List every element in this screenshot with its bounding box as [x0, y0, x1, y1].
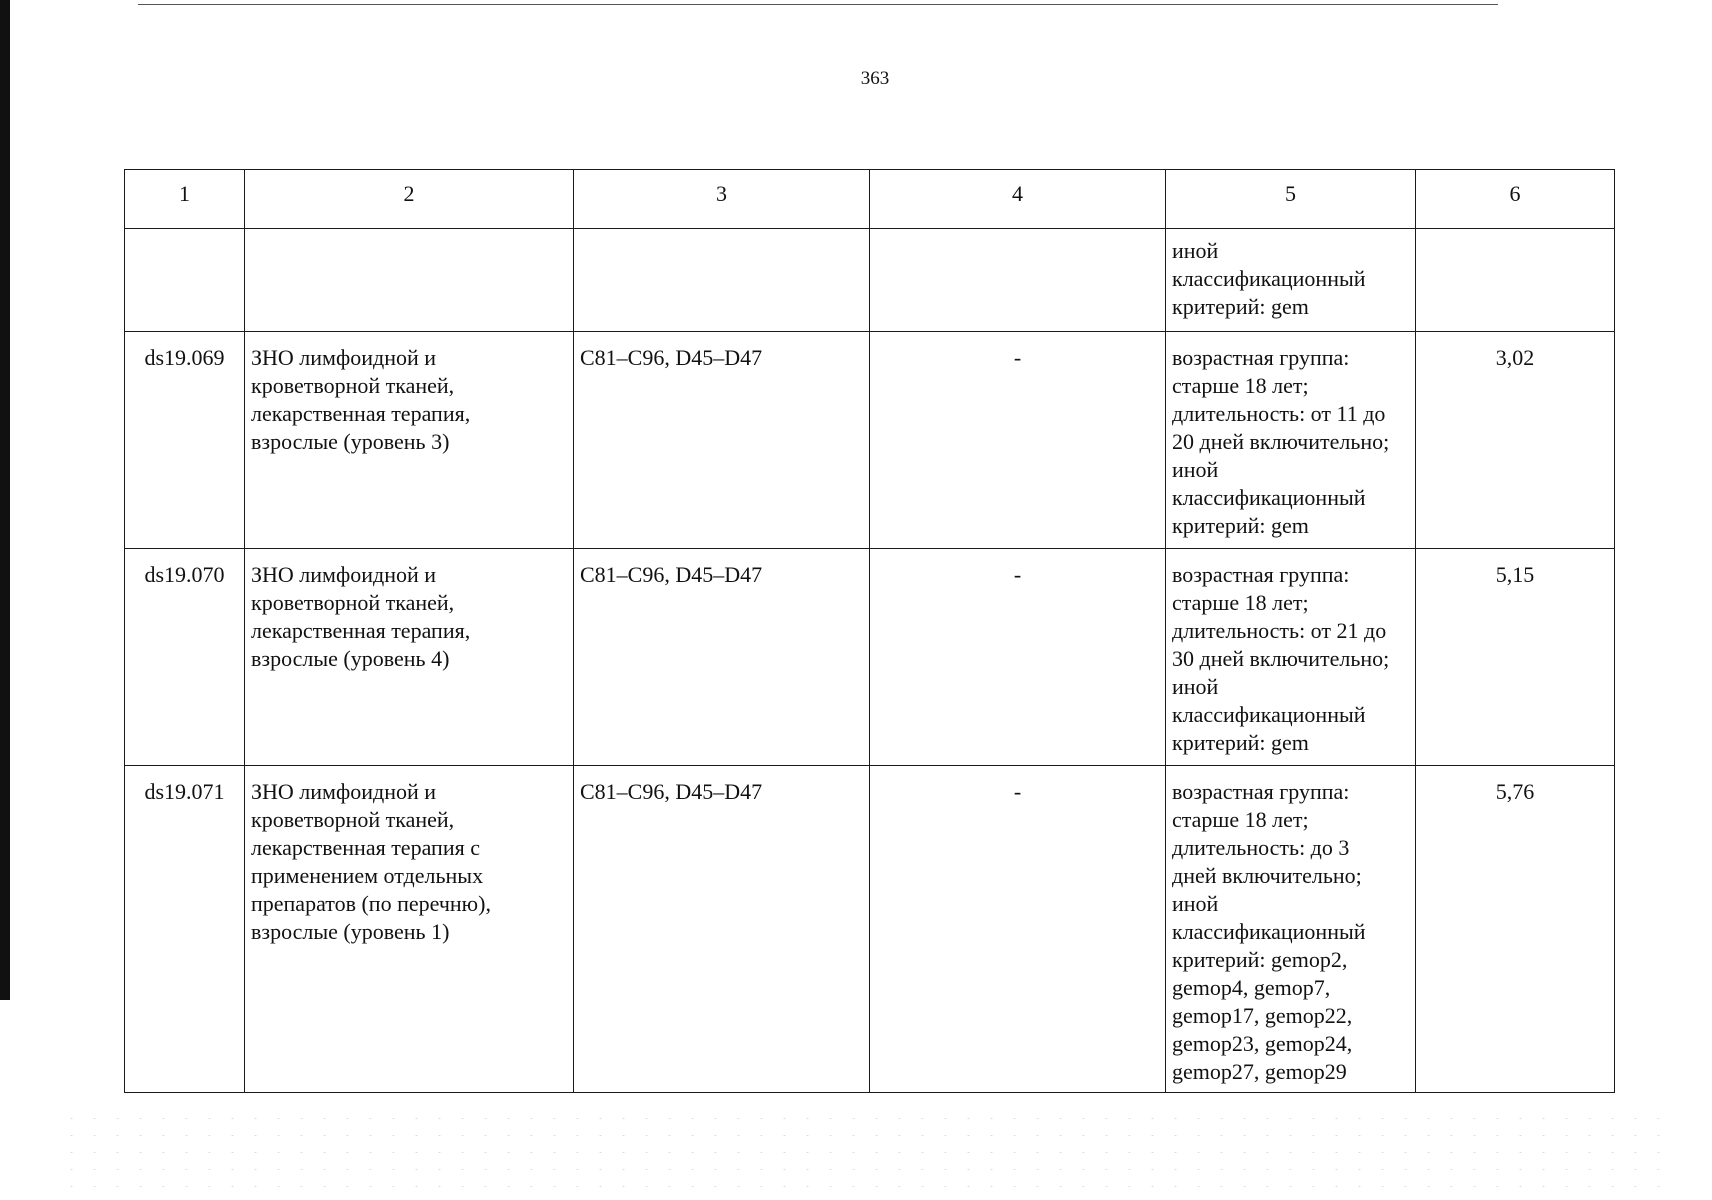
- cell-criteria: возрастная группа: старше 18 лет; длительность: от 21 до 30 дней включительно; иной классификационный критерий: gem: [1166, 549, 1416, 766]
- header-col-1: 1: [125, 170, 245, 229]
- cell-criteria: возрастная группа: старше 18 лет; длительность: до 3 дней включительно; иной классификационный критерий: gemop2, gemop4, gemop7, gemop17, gemop22, gemop23, gemop24, gemop27, gemop29: [1166, 766, 1416, 1093]
- cell-code: ds19.071: [125, 766, 245, 1093]
- table-row: [125, 332, 1615, 549]
- table-header-row: [125, 170, 1615, 229]
- header-col-3: 3: [574, 170, 870, 229]
- cell-icd: C81–C96, D45–D47: [574, 549, 870, 766]
- cell-service: -: [870, 332, 1166, 549]
- cell-code: ds19.070: [125, 549, 245, 766]
- cell-criteria: возрастная группа: старше 18 лет; длительность: от 11 до 20 дней включительно; иной классификационный критерий: gem: [1166, 332, 1416, 549]
- cell-coefficient: 5,15: [1416, 549, 1615, 766]
- cell-icd: [574, 229, 870, 332]
- header-col-6: 6: [1416, 170, 1615, 229]
- cell-name: ЗНО лимфоидной и кроветворной тканей, лекарственная терапия с применением отдельных препаратов (по перечню), взрослые (уровень 1): [245, 766, 574, 1093]
- header-col-4: 4: [870, 170, 1166, 229]
- cell-icd: C81–C96, D45–D47: [574, 766, 870, 1093]
- table-row: [125, 766, 1615, 1093]
- cell-service: -: [870, 766, 1166, 1093]
- cell-code: [125, 229, 245, 332]
- cell-coefficient: 3,02: [1416, 332, 1615, 549]
- header-col-2: 2: [245, 170, 574, 229]
- scan-left-edge: [0, 0, 10, 1000]
- cell-name: ЗНО лимфоидной и кроветворной тканей, лекарственная терапия, взрослые (уровень 3): [245, 332, 574, 549]
- table-row: [125, 549, 1615, 766]
- tariff-table: [124, 169, 1615, 1093]
- cell-code: ds19.069: [125, 332, 245, 549]
- cell-coefficient: 5,76: [1416, 766, 1615, 1093]
- cell-service: -: [870, 549, 1166, 766]
- page-number: 363: [860, 68, 890, 89]
- cell-criteria: иной классификационный критерий: gem: [1166, 229, 1416, 332]
- cell-name: [245, 229, 574, 332]
- cell-icd: C81–C96, D45–D47: [574, 332, 870, 549]
- cell-coefficient: [1416, 229, 1615, 332]
- cell-service: [870, 229, 1166, 332]
- scan-noise: [60, 1110, 1660, 1190]
- scan-top-line: [138, 4, 1498, 5]
- header-col-5: 5: [1166, 170, 1416, 229]
- table-row: [125, 229, 1615, 332]
- cell-name: ЗНО лимфоидной и кроветворной тканей, лекарственная терапия, взрослые (уровень 4): [245, 549, 574, 766]
